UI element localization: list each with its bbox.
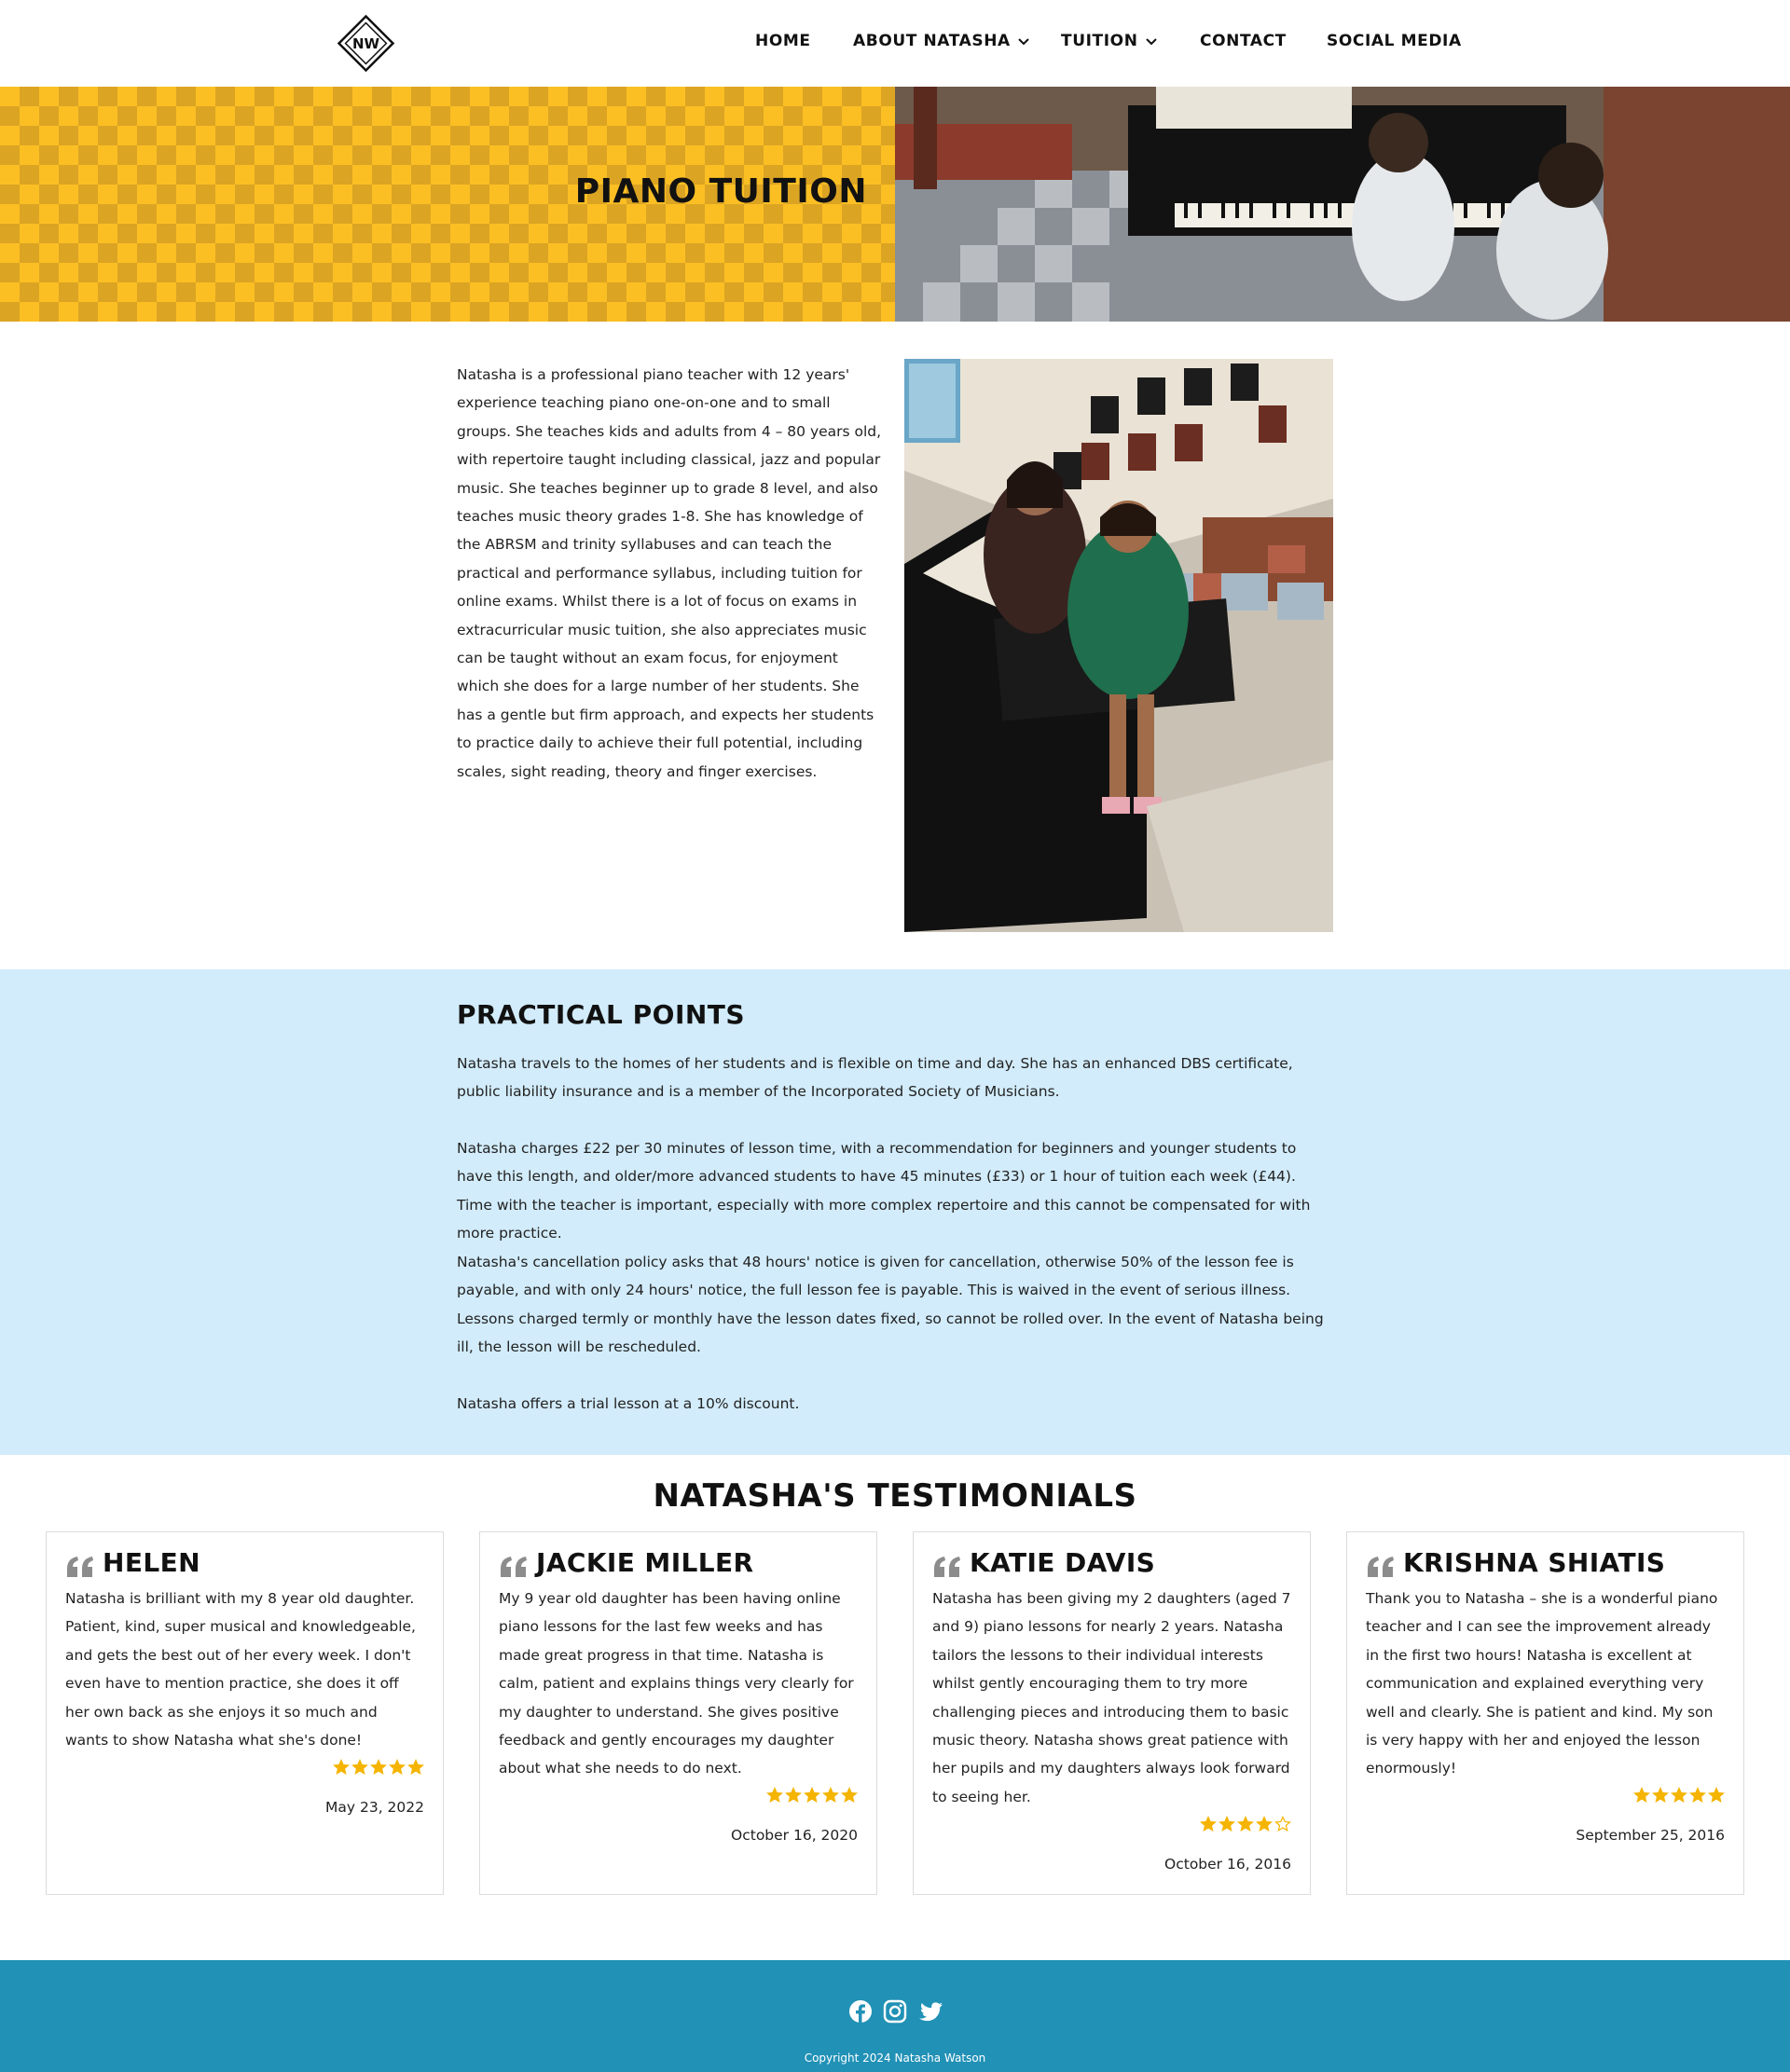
intro-text: Natasha is a professional piano teacher with 12 years' experience teaching piano one-on-one and to small groups. She teaches kids and adults from 4 – 80 years old, with repertoire taught including classical, jazz and popular music. She teaches beginner up to grade 8 level, and also teaches music theory grades 1-8. She has knowledge of the ABRSM and trinity syllabuses and can teach the practical and performance syllabus, including tuition for online exams. Whilst there is a lot of focus on exams in extracurricular music tuition, she also appreciates music can be taught without an exam focus, for enjoyment which she does for a large number of her students. She has a gentle but firm approach, and expects her students to practice daily to achieve their full potential, including scales, sight reading, theory and finger exercises.: [457, 366, 882, 780]
testimonial-author: KRISHNA SHIATIS: [1403, 1547, 1666, 1578]
star-filled-icon: [822, 1787, 839, 1804]
testimonial-text: Thank you to Natasha – she is a wonderful piano teacher and I can see the improvement already in the first two hours! Natasha is excellent at communication and explained everything very well and clearly. She is patient and kind. My son is very happy with her and enjoyed the lesson enormously!: [1366, 1590, 1718, 1777]
star-filled-icon: [1652, 1787, 1669, 1804]
star-empty-icon: [1274, 1816, 1291, 1832]
testimonial-card: [913, 1531, 1311, 1895]
practical-paragraph: Natasha charges £22 per 30 minutes of lesson time, with a recommendation for beginners and younger students to have this length, and older/more advanced students to have 45 minutes (£33) or 1 hour of tuition each week (£44). Time with the teacher is important, especially with more complex repertoire and this cannot be compensated for with more practice.: [457, 1140, 1311, 1242]
site-footer: [0, 1960, 1790, 2072]
instagram-icon: [883, 1999, 907, 2024]
star-filled-icon: [1219, 1816, 1235, 1832]
testimonial-card: [46, 1531, 444, 1895]
star-filled-icon: [804, 1787, 820, 1804]
testimonials-heading: NATASHA'S TESTIMONIALS: [653, 1477, 1137, 1515]
copyright-text: Copyright 2024 Natasha Watson: [804, 2051, 986, 2065]
quote-icon: [932, 1555, 962, 1579]
star-filled-icon: [841, 1787, 858, 1804]
site-header: [0, 0, 1790, 87]
star-rating: [766, 1787, 858, 1804]
testimonial-card: [1346, 1531, 1744, 1895]
logo-text: NW: [351, 35, 380, 52]
nav-contact-label: CONTACT: [1200, 32, 1287, 50]
logo-link[interactable]: [336, 13, 396, 74]
practical-points-title: PRACTICAL POINTS: [457, 999, 746, 1030]
star-rating: [1633, 1787, 1725, 1804]
nav-home-label: HOME: [755, 32, 811, 50]
testimonial-text: My 9 year old daughter has been having online piano lessons for the last few weeks and has made great progress in that time. Natasha is calm, patient and explains things very clearly for my daughter to understand. She gives positive feedback and gently encourages my daughter about what she needs to do next.: [499, 1590, 854, 1777]
practical-points-section: [0, 969, 1790, 1455]
star-filled-icon: [389, 1759, 406, 1776]
testimonial-author: JACKIE MILLER: [536, 1547, 754, 1578]
twitter-icon: [917, 1999, 943, 2024]
practical-paragraph: Natasha travels to the homes of her students and is flexible on time and day. She has an enhanced DBS certificate, public liability insurance and is a member of the Incorporated Society of Musicians.: [457, 1055, 1293, 1101]
star-rating: [333, 1759, 424, 1776]
page-title: PIANO TUITION: [574, 172, 867, 211]
testimonial-author: HELEN: [103, 1547, 200, 1578]
quote-icon: [65, 1555, 95, 1579]
hero-banner: [0, 87, 1790, 322]
star-filled-icon: [1237, 1816, 1254, 1832]
practical-paragraph: Natasha's cancellation policy asks that 48 hours' notice is given for cancellation, otherwise 50% of the lesson fee is payable, and with only 24 hours' notice, the full lesson fee is payable. This is waived in the event of serious illness. Lessons charged termly or monthly have the lesson dates fixed, so cannot be rolled over. In the event of Natasha being ill, the lesson will be rescheduled.: [457, 1254, 1324, 1356]
star-filled-icon: [351, 1759, 368, 1776]
chevron-down-icon: [1144, 34, 1159, 48]
nav-social-label: SOCIAL MEDIA: [1327, 32, 1462, 50]
star-filled-icon: [1671, 1787, 1687, 1804]
twitter-link[interactable]: [917, 1999, 943, 2027]
star-filled-icon: [1256, 1816, 1273, 1832]
testimonial-text: Natasha is brilliant with my 8 year old daughter. Patient, kind, super musical and knowledgeable, and gets the best out of her every week. I don't even have to mention practice, she does it off her own back as she enjoys it so much and wants to show Natasha what she's done!: [65, 1590, 416, 1750]
star-filled-icon: [785, 1787, 802, 1804]
nav-home[interactable]: [755, 32, 811, 50]
hero-photo-piano-students: [895, 87, 1790, 322]
instagram-link[interactable]: [883, 1999, 907, 2027]
social-links: [848, 1999, 943, 2027]
facebook-icon: [848, 1999, 873, 2024]
chevron-down-icon: [1016, 34, 1031, 48]
star-filled-icon: [766, 1787, 783, 1804]
star-filled-icon: [407, 1759, 424, 1776]
star-filled-icon: [1689, 1787, 1706, 1804]
testimonial-date: May 23, 2022: [325, 1799, 424, 1816]
nav-tuition-label: TUITION: [1061, 32, 1138, 50]
star-filled-icon: [370, 1759, 387, 1776]
testimonial-date: September 25, 2016: [1576, 1827, 1725, 1844]
testimonial-date: October 16, 2020: [731, 1827, 858, 1844]
nav-about-natasha[interactable]: [853, 32, 1031, 50]
photo-teacher-and-student: [904, 359, 1333, 932]
star-filled-icon: [1633, 1787, 1650, 1804]
testimonial-card: [479, 1531, 877, 1895]
quote-icon: [1366, 1555, 1396, 1579]
nav-contact[interactable]: [1200, 32, 1287, 50]
testimonial-date: October 16, 2016: [1164, 1856, 1291, 1873]
star-filled-icon: [1200, 1816, 1217, 1832]
star-rating: [1200, 1816, 1291, 1832]
testimonial-text: Natasha has been giving my 2 daughters (aged 7 and 9) piano lessons for nearly 2 years. Natasha tailors the lessons to their individual interests whilst gently encouraging them to try more challenging pieces and introducing them to basic music theory. Natasha shows great patience with her pupils and my daughters always look forward to seeing her.: [932, 1590, 1291, 1805]
practical-paragraph: Natasha offers a trial lesson at a 10% discount.: [457, 1395, 800, 1412]
nav-tuition[interactable]: [1061, 32, 1159, 50]
hero-pattern: [0, 87, 895, 322]
star-filled-icon: [333, 1759, 350, 1776]
quote-icon: [499, 1555, 529, 1579]
star-filled-icon: [1708, 1787, 1725, 1804]
nav-social-media[interactable]: [1327, 32, 1462, 50]
testimonial-author: KATIE DAVIS: [970, 1547, 1156, 1578]
nav-about-label: ABOUT NATASHA: [853, 32, 1011, 50]
logo-icon: [336, 13, 396, 74]
facebook-link[interactable]: [848, 1999, 873, 2027]
